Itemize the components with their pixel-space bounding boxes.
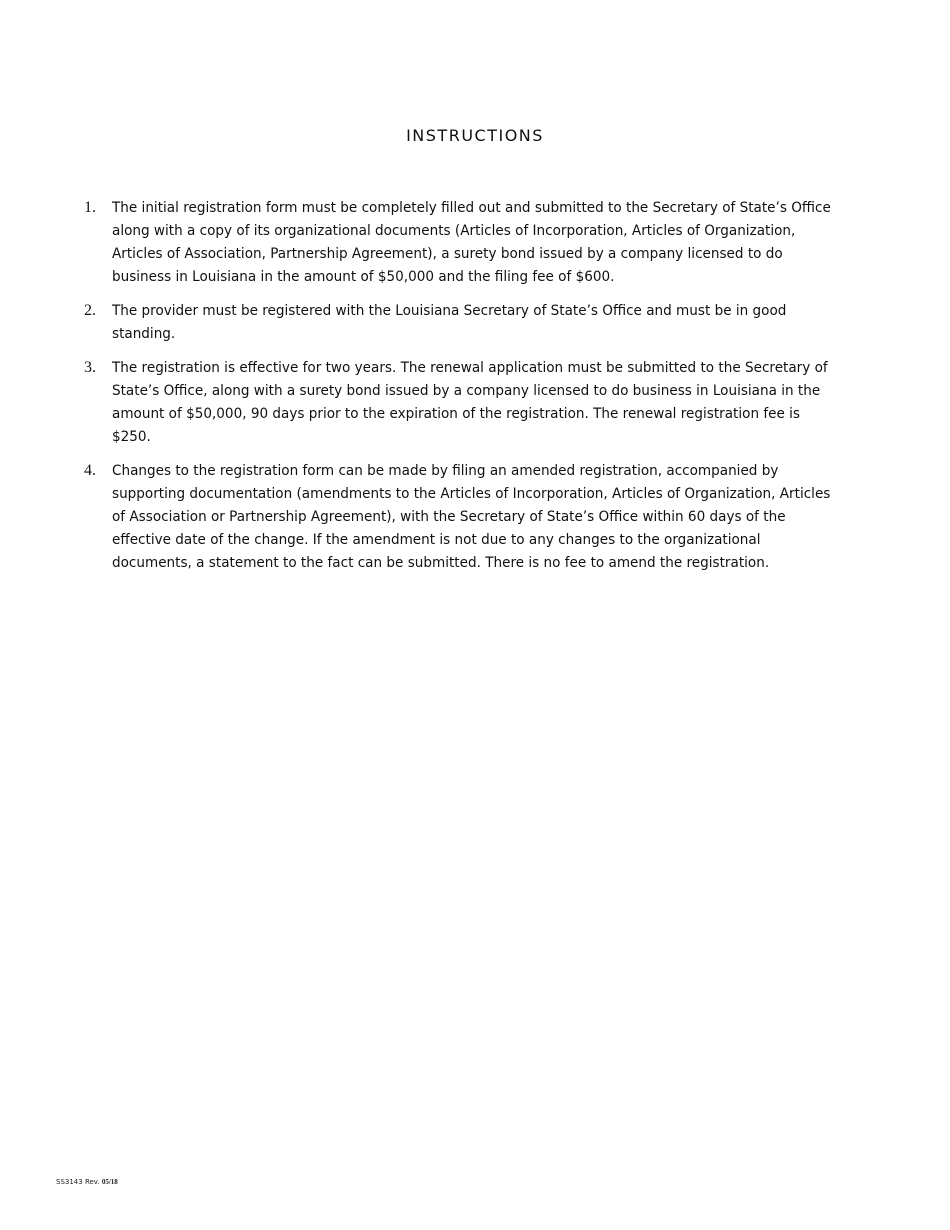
form-revision-code [56, 1177, 118, 1187]
instruction-item-3 [84, 356, 896, 448]
revision-label: Rev. [84, 1178, 100, 1186]
revision-date: 05/18 [101, 1178, 118, 1186]
item-text: The registration is effective for two years. The renewal application must be submitted to the Secretary of State’s Office, along with a surety bond issued by a company licensed to do business in Louisiana in the amount of $50,000, 90 days prior to the expiration of the registration. The renewal registration fee is $250. [112, 359, 828, 445]
item-text: The provider must be registered with the Louisiana Secretary of State’s Office and must be in good standing. [112, 302, 787, 342]
item-number: 4. [84, 462, 96, 479]
item-number: 3. [84, 359, 96, 376]
instructions-list [84, 196, 896, 585]
item-number: 1. [84, 199, 96, 216]
item-text: Changes to the registration form can be made by filing an amended registration, accompanied by supporting documentation (amendments to the Articles of Incorporation, Articles of Organization, Articles of Association or Partnership Agreement), with the Secretary of State’s Office within 60 days of the effective date of the change. If the amendment is not due to any changes to the organizational documents, a statement to the fact can be submitted. There is no fee to amend the registration. [112, 462, 831, 571]
item-number: 2. [84, 302, 96, 319]
form-number: SS3143 [56, 1178, 83, 1186]
instruction-item-4 [84, 459, 896, 574]
instruction-item-2 [84, 299, 896, 345]
instruction-item-1 [84, 196, 896, 288]
page-title: INSTRUCTIONS [406, 126, 544, 145]
item-text: The initial registration form must be completely filled out and submitted to the Secretary of State’s Office along with a copy of its organizational documents (Articles of Incorporation, Articles of Organization, Articles of Association, Partnership Agreement), a surety bond issued by a company licensed to do business in Louisiana in the amount of $50,000 and the filing fee of $600. [112, 199, 831, 285]
